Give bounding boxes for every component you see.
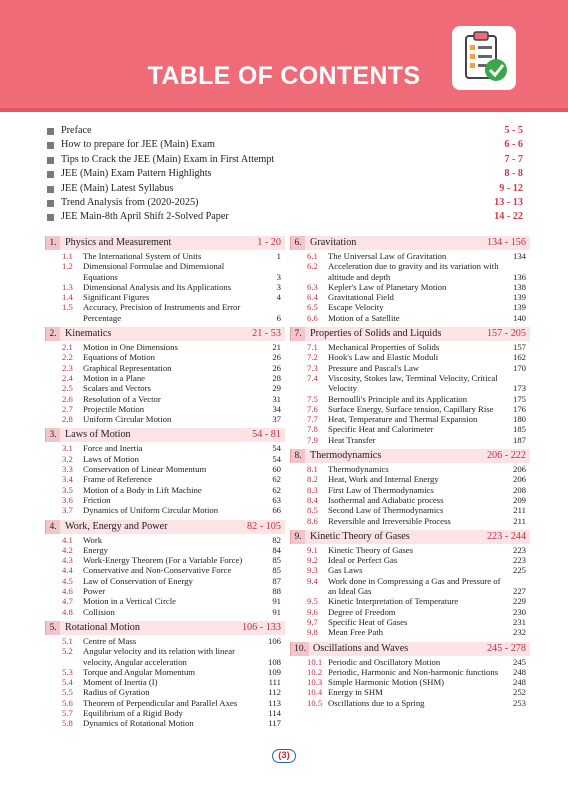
preface-item[interactable]: Trend Analysis from (2020-2025) 13 - 13 <box>47 196 523 210</box>
checklist-clipboard-icon <box>452 26 516 90</box>
toc-item[interactable]: 8.2 Heat, Work and Internal Energy 206 <box>307 474 526 485</box>
toc-item[interactable]: 4.2 Energy 84 <box>62 544 281 555</box>
toc-item[interactable]: 7.6 Surface Energy, Surface tension, Capillary Rise 176 <box>307 403 526 414</box>
chapter-8 <box>290 449 530 526</box>
toc-item[interactable]: 2.5 Scalars and Vectors 29 <box>62 383 281 394</box>
chapter-title: Oscillations and Waves <box>313 642 409 654</box>
chapter-title: Kinematics <box>65 328 112 340</box>
chapter-title: Work, Energy and Power <box>65 520 168 532</box>
toc-item[interactable]: 1.1 The International System of Units 1 <box>62 251 281 261</box>
chapter-number: 7. <box>291 327 305 341</box>
toc-item[interactable]: 5.4 Moment of Inertia (I) 111 <box>62 677 281 688</box>
toc-item[interactable]: 2.8 Uniform Circular Motion 37 <box>62 414 281 425</box>
page-number <box>0 745 568 763</box>
toc-item[interactable]: 8.6 Reversible and Irreversible Process 211 <box>307 515 526 526</box>
square-bullet-icon <box>47 128 54 135</box>
square-bullet-icon <box>47 214 54 221</box>
toc-item[interactable]: 3.2 Laws of Motion 54 <box>62 453 281 464</box>
chapter-number: 1. <box>46 236 60 250</box>
toc-item[interactable]: 5.8 Dynamics of Rotational Motion 117 <box>62 718 281 729</box>
chapter-heading[interactable] <box>290 449 530 463</box>
preface-list <box>47 124 523 225</box>
toc-item[interactable]: 2.7 Projectile Motion 34 <box>62 403 281 414</box>
square-bullet-icon <box>47 186 54 193</box>
toc-item[interactable]: 9.8 Mean Free Path 232 <box>307 627 526 638</box>
toc-item[interactable]: 8.5 Second Law of Thermodynamics 211 <box>307 505 526 516</box>
preface-item[interactable]: JEE Main-8th April Shift 2-Solved Paper 14 - 22 <box>47 210 523 224</box>
header-divider <box>0 108 568 112</box>
toc-item[interactable]: 5.3 Torque and Angular Momentum 109 <box>62 666 281 677</box>
chapter-title: Thermodynamics <box>310 450 382 462</box>
toc-item[interactable]: 2.2 Equations of Motion 26 <box>62 352 281 363</box>
chapter-pages: 82 - 105 <box>247 520 281 532</box>
toc-item[interactable]: 8.1 Thermodynamics 206 <box>307 464 526 475</box>
toc-item[interactable]: 1.3 Dimensional Analysis and Its Applications 3 <box>62 281 281 292</box>
page-title: TABLE OF CONTENTS <box>147 62 421 90</box>
toc-item[interactable]: 10.1 Periodic and Oscillatory Motion 245 <box>307 656 526 667</box>
toc-column-right <box>290 236 530 708</box>
toc-item[interactable]: 9.5 Kinetic Interpretation of Temperature 229 <box>307 596 526 607</box>
chapter-number: 8. <box>291 449 305 463</box>
toc-item[interactable]: 3.4 Frame of Reference 62 <box>62 474 281 485</box>
toc-item[interactable]: 4.3 Work-Energy Theorem (For a Variable Force) 85 <box>62 555 281 566</box>
chapter-3 <box>45 428 285 515</box>
toc-item[interactable]: 8.3 First Law of Thermodynamics 208 <box>307 484 526 495</box>
toc-column-left <box>45 236 285 729</box>
toc-item[interactable]: 3.3 Conservation of Linear Momentum 60 <box>62 464 281 475</box>
chapter-5 <box>45 621 285 729</box>
toc-item[interactable]: 7.9 Heat Transfer 187 <box>307 434 526 445</box>
chapter-heading[interactable] <box>290 642 530 656</box>
toc-item[interactable]: 6.5 Escape Velocity 139 <box>307 302 526 313</box>
chapter-pages: 223 - 244 <box>486 530 526 542</box>
chapter-heading[interactable] <box>290 327 530 341</box>
toc-item[interactable]: 9.4 Work done in Compressing a Gas and Pressure of an Ideal Gas 227 <box>307 575 526 597</box>
preface-item[interactable]: Tips to Crack the JEE (Main) Exam in First Attempt 7 - 7 <box>47 153 523 167</box>
chapter-pages: 54 - 81 <box>252 429 281 441</box>
chapter-title: Laws of Motion <box>65 429 131 441</box>
toc-item[interactable]: 6.3 Kepler's Law of Planetary Motion 138 <box>307 281 526 292</box>
toc-item[interactable]: 9.1 Kinetic Theory of Gases 223 <box>307 544 526 555</box>
toc-item[interactable]: 7.5 Bernoulli's Principle and its Application 175 <box>307 393 526 404</box>
square-bullet-icon <box>47 171 54 178</box>
chapter-title: Kinetic Theory of Gases <box>310 530 410 542</box>
chapter-pages: 106 - 133 <box>241 621 281 633</box>
chapter-title: Physics and Measurement <box>65 237 172 248</box>
toc-item[interactable]: 1.4 Significant Figures 4 <box>62 292 281 303</box>
toc-item[interactable]: 1.2 Dimensional Formulae and Dimensional Equations 3 <box>62 261 281 282</box>
toc-item[interactable]: 5.7 Equilibrium of a Rigid Body 114 <box>62 707 281 718</box>
chapter-number: 10. <box>291 642 309 656</box>
toc-item[interactable]: 6.6 Motion of a Satellite 140 <box>307 312 526 323</box>
chapter-10 <box>290 642 530 708</box>
chapter-number: 6. <box>291 236 305 250</box>
toc-item[interactable]: 10.4 Energy in SHM 252 <box>307 687 526 698</box>
toc-item[interactable]: 1.5 Accuracy, Precision of Instruments and Error Percentage 6 <box>62 302 281 323</box>
toc-item[interactable]: 9.2 Ideal or Perfect Gas 223 <box>307 555 526 566</box>
toc-item[interactable]: 7.3 Pressure and Pascal's Law 170 <box>307 362 526 373</box>
chapter-pages: 157 - 205 <box>486 328 526 340</box>
chapter-4 <box>45 520 285 617</box>
square-bullet-icon <box>47 142 54 149</box>
toc-item[interactable]: 9.3 Gas Laws 225 <box>307 565 526 576</box>
chapter-number: 9. <box>291 530 305 544</box>
toc-item[interactable]: 5.2 Angular velocity and its relation with linear velocity, Angular acceleration 108 <box>62 646 281 667</box>
chapter-heading[interactable] <box>290 530 530 544</box>
chapter-pages: 1 - 20 <box>257 237 281 248</box>
toc-item[interactable]: 10.5 Oscillations due to a Spring 253 <box>307 697 526 708</box>
toc-item[interactable]: 10.2 Periodic, Harmonic and Non-harmonic functions 248 <box>307 666 526 677</box>
chapter-number: 4. <box>46 520 60 534</box>
chapter-heading[interactable] <box>290 236 530 250</box>
chapter-title: Properties of Solids and Liquids <box>310 328 442 340</box>
chapter-heading[interactable] <box>45 520 285 534</box>
toc-item[interactable]: 7.8 Specific Heat and Calorimeter 185 <box>307 424 526 435</box>
toc-item[interactable]: 2.1 Motion in One Dimensions 21 <box>62 342 281 353</box>
toc-item[interactable]: 4.4 Conservative and Non-Conservative Force 85 <box>62 565 281 576</box>
toc-item[interactable]: 7.7 Heat, Temperature and Thermal Expansion 180 <box>307 414 526 425</box>
toc-item[interactable]: 3.5 Motion of a Body in Lift Machine 62 <box>62 484 281 495</box>
toc-item[interactable]: 3.7 Dynamics of Uniform Circular Motion 66 <box>62 505 281 516</box>
preface-item[interactable]: JEE (Main) Latest Syllabus 9 - 12 <box>47 182 523 196</box>
chapter-heading[interactable] <box>45 236 285 250</box>
toc-item[interactable]: 7.2 Hook's Law and Elastic Moduli 162 <box>307 352 526 363</box>
square-bullet-icon <box>47 200 54 207</box>
preface-item[interactable]: How to prepare for JEE (Main) Exam 6 - 6 <box>47 138 523 152</box>
chapter-7 <box>290 327 530 445</box>
toc-item[interactable]: 2.3 Graphical Representation 26 <box>62 362 281 373</box>
toc-item[interactable]: 6.4 Gravitational Field 139 <box>307 292 526 303</box>
toc-item[interactable]: 3.6 Friction 63 <box>62 494 281 505</box>
toc-item[interactable]: 7.4 Viscosity, Stokes law, Terminal Velocity, Critical Velocity 173 <box>307 372 526 394</box>
chapter-pages: 21 - 53 <box>252 328 281 340</box>
chapter-2 <box>45 327 285 424</box>
chapter-number: 5. <box>46 621 60 635</box>
toc-item[interactable]: 5.1 Centre of Mass 106 <box>62 635 281 646</box>
chapter-number: 2. <box>46 327 60 341</box>
preface-item[interactable]: Preface 5 - 5 <box>47 124 523 138</box>
toc-item[interactable]: 5.5 Radius of Gyration 112 <box>62 687 281 698</box>
toc-item[interactable]: 4.7 Motion in a Vertical Circle 91 <box>62 596 281 607</box>
preface-item[interactable]: JEE (Main) Exam Pattern Highlights 8 - 8 <box>47 167 523 181</box>
page-number-badge: (3) <box>272 749 296 763</box>
chapter-heading[interactable] <box>45 327 285 341</box>
toc-item[interactable]: 6.2 Acceleration due to gravity and its variation with altitude and depth 136 <box>307 261 526 282</box>
toc-item[interactable]: 10.3 Simple Harmonic Motion (SHM) 248 <box>307 677 526 688</box>
toc-item[interactable]: 9.7 Specific Heat of Gases 231 <box>307 616 526 627</box>
toc-item[interactable]: 2.4 Motion in a Plane 28 <box>62 372 281 383</box>
toc-item[interactable]: 3.1 Force and Inertia 54 <box>62 443 281 454</box>
chapter-number: 3. <box>46 428 60 442</box>
toc-item[interactable]: 4.1 Work 82 <box>62 534 281 545</box>
chapter-pages: 245 - 278 <box>486 642 526 654</box>
chapter-heading[interactable] <box>45 428 285 442</box>
toc-item[interactable]: 4.8 Collision 91 <box>62 606 281 617</box>
chapter-heading[interactable] <box>45 621 285 635</box>
chapter-title: Gravitation <box>310 237 357 248</box>
chapter-pages: 206 - 222 <box>486 450 526 462</box>
toc-item[interactable]: 9.6 Degree of Freedom 230 <box>307 606 526 617</box>
chapter-1 <box>45 236 285 323</box>
toc-item[interactable]: 6.1 The Universal Law of Gravitation 134 <box>307 251 526 261</box>
chapter-6 <box>290 236 530 323</box>
toc-item[interactable]: 5.6 Theorem of Perpendicular and Parallel Axes 113 <box>62 697 281 708</box>
toc-item[interactable]: 4.5 Law of Conservation of Energy 87 <box>62 575 281 586</box>
chapter-pages: 134 - 156 <box>486 237 526 248</box>
toc-item[interactable]: 8.4 Isothermal and Adiabatic process 209 <box>307 494 526 505</box>
chapter-title: Rotational Motion <box>65 621 140 633</box>
toc-item[interactable]: 7.1 Mechanical Properties of Solids 157 <box>307 342 526 353</box>
toc-item[interactable]: 2.6 Resolution of a Vector 31 <box>62 393 281 404</box>
toc-item[interactable]: 4.6 Power 88 <box>62 586 281 597</box>
square-bullet-icon <box>47 157 54 164</box>
chapter-9 <box>290 530 530 638</box>
